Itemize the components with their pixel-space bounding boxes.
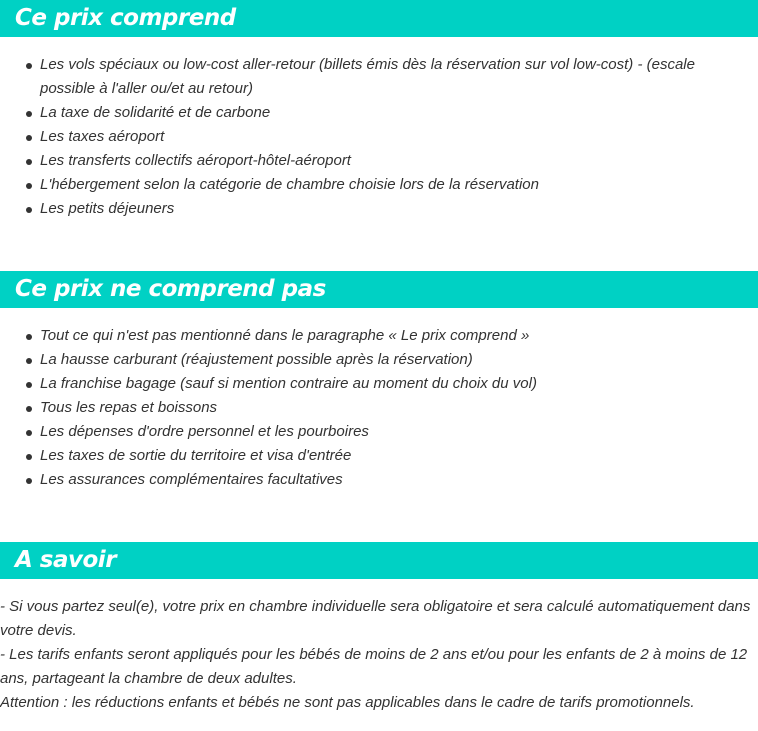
list-item: Tous les repas et boissons <box>0 396 740 420</box>
list-item: Les assurances complémentaires facultatives <box>0 468 740 492</box>
list-item: Les dépenses d'ordre personnel et les pourboires <box>0 420 740 444</box>
list-item: La franchise bagage (sauf si mention contraire au moment du choix du vol) <box>0 372 740 396</box>
savoir-line: - Si vous partez seul(e), votre prix en chambre individuelle sera obligatoire et sera calculé automatiquement dans votre devis. <box>0 598 751 639</box>
excludes-header <box>0 271 758 308</box>
list-item: La hausse carburant (réajustement possible après la réservation) <box>0 348 740 372</box>
excludes-title: Ce prix ne comprend pas <box>15 276 326 302</box>
includes-title: Ce prix comprend <box>15 5 236 31</box>
list-item: Les transferts collectifs aéroport-hôtel-aéroport <box>0 149 740 173</box>
includes-header <box>0 0 758 37</box>
excludes-list <box>0 324 740 492</box>
list-item: La taxe de solidarité et de carbone <box>0 101 740 125</box>
list-item: Les vols spéciaux ou low-cost aller-retour (billets émis dès la réservation sur vol low-cost) - (escale possible à l'aller ou/et au retour) <box>0 53 740 101</box>
savoir-header <box>0 542 758 579</box>
list-item: Les taxes de sortie du territoire et visa d'entrée <box>0 444 740 468</box>
savoir-line: - Les tarifs enfants seront appliqués pour les bébés de moins de 2 ans et/ou pour les enfants de 2 à moins de 12 ans, partageant la chambre de deux adultes. <box>0 646 748 687</box>
includes-list <box>0 53 740 221</box>
list-item: Les petits déjeuners <box>0 197 740 221</box>
savoir-line: Attention : les réductions enfants et bébés ne sont pas applicables dans le cadre de tarifs promotionnels. <box>0 694 695 711</box>
savoir-title: A savoir <box>15 547 117 573</box>
savoir-text <box>0 595 754 715</box>
list-item: L'hébergement selon la catégorie de chambre choisie lors de la réservation <box>0 173 740 197</box>
list-item: Les taxes aéroport <box>0 125 740 149</box>
list-item: Tout ce qui n'est pas mentionné dans le paragraphe « Le prix comprend » <box>0 324 740 348</box>
